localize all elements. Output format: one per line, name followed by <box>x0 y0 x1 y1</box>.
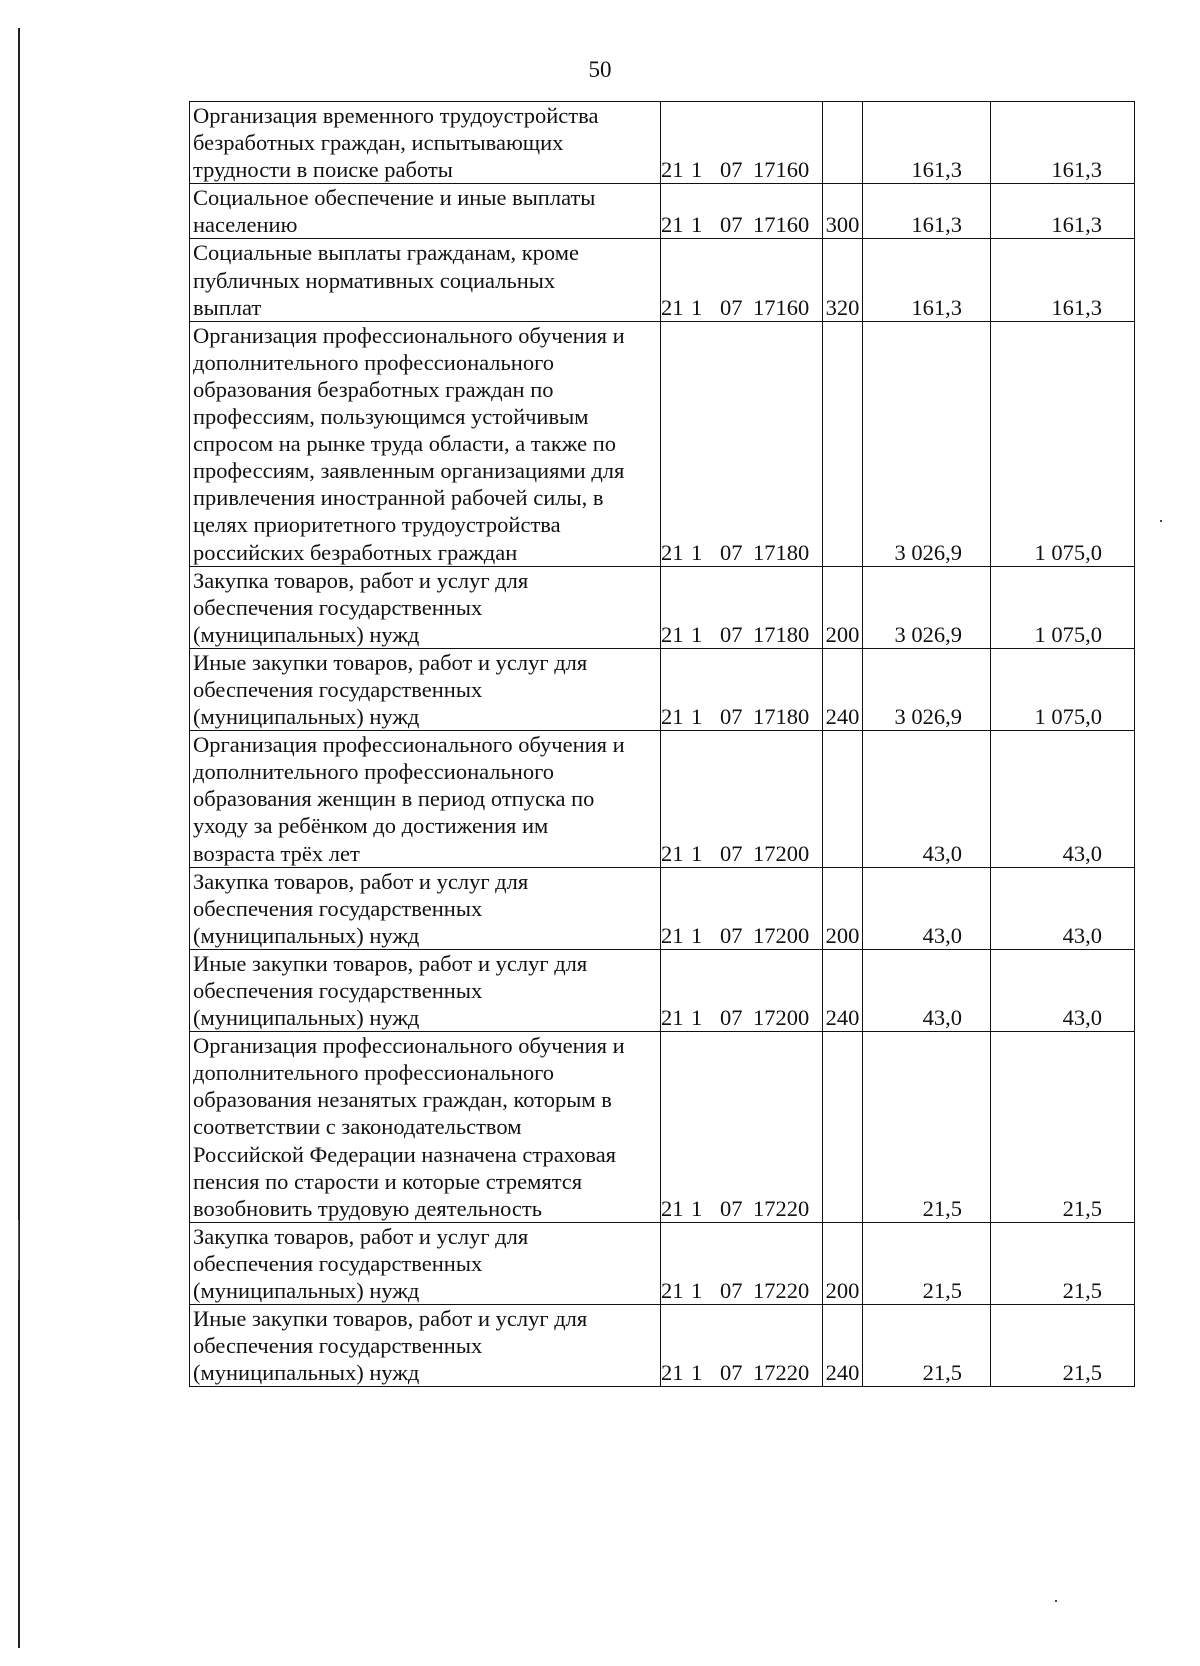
row-name-line: Иные закупки товаров, работ и услуг для <box>193 649 588 675</box>
row-name <box>190 184 661 239</box>
amount-year-1: 161,3 <box>863 102 991 184</box>
code-part: 07 <box>720 1360 743 1386</box>
expense-type-code <box>823 731 863 867</box>
amount-year-1: 3 026,9 <box>863 321 991 566</box>
code-part: 17220 <box>753 1195 810 1221</box>
row-name-line: (муниципальных) нужд <box>193 922 420 948</box>
row-name-line: обеспечения государственных <box>193 594 483 620</box>
code-part: 21 <box>661 621 684 647</box>
row-name-line: привлечения иностранной рабочей силы, в <box>193 485 604 511</box>
row-name-line: Закупка товаров, работ и услуг для <box>193 567 529 593</box>
expense-type-code: 200 <box>823 867 863 949</box>
row-name-line: (муниципальных) нужд <box>193 1360 420 1386</box>
code-part: 1 <box>691 157 703 183</box>
amount-year-1: 21,5 <box>863 1032 991 1223</box>
classification-code <box>661 102 823 184</box>
expense-type-code: 300 <box>823 184 863 239</box>
code-part: 07 <box>720 294 743 320</box>
code-part: 1 <box>691 1360 703 1386</box>
classification-code <box>661 949 823 1031</box>
table-row <box>190 566 1135 648</box>
amount-year-2: 43,0 <box>991 731 1135 867</box>
row-name-line: Социальные выплаты гражданам, кроме <box>193 240 579 266</box>
code-part: 1 <box>691 212 703 238</box>
table-row <box>190 321 1135 566</box>
code-part: 1 <box>691 294 703 320</box>
code-part: 21 <box>661 922 684 948</box>
table-row <box>190 867 1135 949</box>
row-name <box>190 949 661 1031</box>
classification-code <box>661 321 823 566</box>
table-row <box>190 1305 1135 1387</box>
code-part: 07 <box>720 1005 743 1031</box>
code-part: 17220 <box>753 1360 810 1386</box>
code-part: 1 <box>691 1005 703 1031</box>
amount-year-2: 1 075,0 <box>991 566 1135 648</box>
code-part: 07 <box>720 621 743 647</box>
code-part: 07 <box>720 1278 743 1304</box>
row-name-line: образования незанятых граждан, которым в <box>193 1087 612 1113</box>
code-part: 17200 <box>753 1005 810 1031</box>
amount-year-1: 43,0 <box>863 867 991 949</box>
amount-year-2: 1 075,0 <box>991 321 1135 566</box>
code-part: 17200 <box>753 922 810 948</box>
row-name-line: выплат <box>193 294 262 320</box>
amount-year-2: 21,5 <box>991 1222 1135 1304</box>
row-name <box>190 1222 661 1304</box>
row-name-line: обеспечения государственных <box>193 895 483 921</box>
code-part: 21 <box>661 539 684 565</box>
row-name-line: возобновить трудовую деятельность <box>193 1195 543 1221</box>
row-name-line: Организация профессионального обучения и <box>193 322 625 348</box>
amount-year-1: 43,0 <box>863 949 991 1031</box>
expense-type-code <box>823 102 863 184</box>
row-name-line: образования женщин в период отпуска по <box>193 786 595 812</box>
row-name <box>190 1305 661 1387</box>
code-part: 07 <box>720 539 743 565</box>
page-number: 50 <box>588 57 612 82</box>
expense-type-code <box>823 321 863 566</box>
row-name-line: российских безработных граждан <box>193 539 518 565</box>
row-name-line: Организация профессионального обучения и <box>193 1033 625 1059</box>
code-part: 07 <box>720 840 743 866</box>
table-row <box>190 648 1135 730</box>
row-name-line: Организация временного трудоустройства <box>193 103 599 128</box>
classification-code <box>661 1032 823 1223</box>
scan-artifact <box>18 1220 19 1280</box>
row-name-line: (муниципальных) нужд <box>193 621 420 647</box>
amount-year-2: 43,0 <box>991 867 1135 949</box>
amount-year-1: 43,0 <box>863 731 991 867</box>
row-name-line: трудности в поиске работы <box>193 157 453 183</box>
expense-type-code: 240 <box>823 1305 863 1387</box>
code-part: 07 <box>720 212 743 238</box>
row-name-line: (муниципальных) нужд <box>193 704 420 730</box>
scan-edge-line <box>18 28 20 1648</box>
code-part: 1 <box>691 922 703 948</box>
row-name-line: образования безработных граждан по <box>193 376 554 402</box>
row-name-line: профессиям, заявленным организациями для <box>193 458 625 484</box>
code-part: 21 <box>661 294 684 320</box>
table-row <box>190 1222 1135 1304</box>
table-row <box>190 731 1135 867</box>
code-part: 17180 <box>753 704 810 730</box>
code-part: 21 <box>661 840 684 866</box>
amount-year-1: 161,3 <box>863 184 991 239</box>
code-part: 07 <box>720 157 743 183</box>
row-name-line: обеспечения государственных <box>193 978 483 1003</box>
row-name-line: Иные закупки товаров, работ и услуг для <box>193 950 588 976</box>
scan-artifact <box>18 680 19 760</box>
row-name-line: населению <box>193 212 298 238</box>
code-part: 07 <box>720 1195 743 1221</box>
row-name-line: дополнительного профессионального <box>193 349 554 375</box>
code-part: 21 <box>661 1005 684 1031</box>
row-name-line: спросом на рынке труда области, а также по <box>193 431 617 457</box>
amount-year-2: 1 075,0 <box>991 648 1135 730</box>
row-name-line: (муниципальных) нужд <box>193 1005 420 1031</box>
expense-type-code <box>823 1032 863 1223</box>
amount-year-2: 43,0 <box>991 949 1135 1031</box>
expense-type-code: 240 <box>823 648 863 730</box>
expense-type-code: 200 <box>823 1222 863 1304</box>
table-row <box>190 184 1135 239</box>
amount-year-1: 3 026,9 <box>863 648 991 730</box>
code-part: 17220 <box>753 1278 810 1304</box>
amount-year-2: 161,3 <box>991 102 1135 184</box>
row-name-line: профессиям, пользующимся устойчивым <box>193 404 589 430</box>
row-name-line: пенсия по старости и которые стремятся <box>193 1168 583 1194</box>
row-name-line: дополнительного профессионального <box>193 759 554 785</box>
code-part: 17160 <box>753 294 810 320</box>
row-name <box>190 566 661 648</box>
code-part: 17180 <box>753 539 810 565</box>
row-name-line: Организация профессионального обучения и <box>193 732 625 758</box>
scan-artifact <box>1160 520 1162 522</box>
row-name <box>190 102 661 184</box>
classification-code <box>661 184 823 239</box>
budget-table <box>189 101 1135 1387</box>
code-part: 1 <box>691 1278 703 1304</box>
row-name <box>190 731 661 867</box>
code-part: 21 <box>661 157 684 183</box>
row-name-line: Закупка товаров, работ и услуг для <box>193 868 529 894</box>
amount-year-2: 161,3 <box>991 239 1135 321</box>
code-part: 21 <box>661 1360 684 1386</box>
code-part: 07 <box>720 922 743 948</box>
table-row <box>190 239 1135 321</box>
row-name-line: обеспечения государственных <box>193 1250 483 1276</box>
code-part: 21 <box>661 704 684 730</box>
row-name <box>190 648 661 730</box>
row-name-line: публичных нормативных социальных <box>193 267 556 293</box>
row-name <box>190 239 661 321</box>
code-part: 17160 <box>753 212 810 238</box>
code-part: 21 <box>661 212 684 238</box>
classification-code <box>661 566 823 648</box>
code-part: 21 <box>661 1195 684 1221</box>
table-row <box>190 102 1135 184</box>
row-name <box>190 321 661 566</box>
classification-code <box>661 1305 823 1387</box>
amount-year-1: 161,3 <box>863 239 991 321</box>
table-row <box>190 949 1135 1031</box>
budget-table-body <box>190 102 1135 1387</box>
scan-artifact <box>1055 1600 1057 1602</box>
expense-type-code: 240 <box>823 949 863 1031</box>
code-part: 1 <box>691 704 703 730</box>
amount-year-1: 3 026,9 <box>863 566 991 648</box>
row-name-line: уходу за ребёнком до достижения им <box>193 813 549 839</box>
amount-year-2: 21,5 <box>991 1305 1135 1387</box>
code-part: 1 <box>691 1195 703 1221</box>
row-name-line: целях приоритетного трудоустройства <box>193 512 561 538</box>
classification-code <box>661 239 823 321</box>
row-name-line: дополнительного профессионального <box>193 1060 554 1086</box>
row-name-line: Социальное обеспечение и иные выплаты <box>193 185 596 211</box>
classification-code <box>661 648 823 730</box>
classification-code <box>661 731 823 867</box>
row-name-line: (муниципальных) нужд <box>193 1278 420 1304</box>
classification-code <box>661 867 823 949</box>
row-name <box>190 867 661 949</box>
code-part: 1 <box>691 840 703 866</box>
row-name-line: Закупка товаров, работ и услуг для <box>193 1223 529 1249</box>
row-name-line: безработных граждан, испытывающих <box>193 130 564 156</box>
amount-year-2: 161,3 <box>991 184 1135 239</box>
amount-year-2: 21,5 <box>991 1032 1135 1223</box>
code-part: 17200 <box>753 840 810 866</box>
row-name <box>190 1032 661 1223</box>
code-part: 21 <box>661 1278 684 1304</box>
amount-year-1: 21,5 <box>863 1222 991 1304</box>
row-name-line: возраста трёх лет <box>193 840 360 866</box>
row-name-line: Российской Федерации назначена страховая <box>193 1141 617 1167</box>
code-part: 17180 <box>753 621 810 647</box>
code-part: 1 <box>691 539 703 565</box>
code-part: 07 <box>720 704 743 730</box>
code-part: 17160 <box>753 157 810 183</box>
row-name-line: обеспечения государственных <box>193 676 483 702</box>
amount-year-1: 21,5 <box>863 1305 991 1387</box>
row-name-line: Иные закупки товаров, работ и услуг для <box>193 1306 588 1332</box>
expense-type-code: 200 <box>823 566 863 648</box>
row-name-line: соответствии с законодательством <box>193 1114 522 1140</box>
table-row <box>190 1032 1135 1223</box>
code-part: 1 <box>691 621 703 647</box>
classification-code <box>661 1222 823 1304</box>
expense-type-code: 320 <box>823 239 863 321</box>
row-name-line: обеспечения государственных <box>193 1333 483 1359</box>
